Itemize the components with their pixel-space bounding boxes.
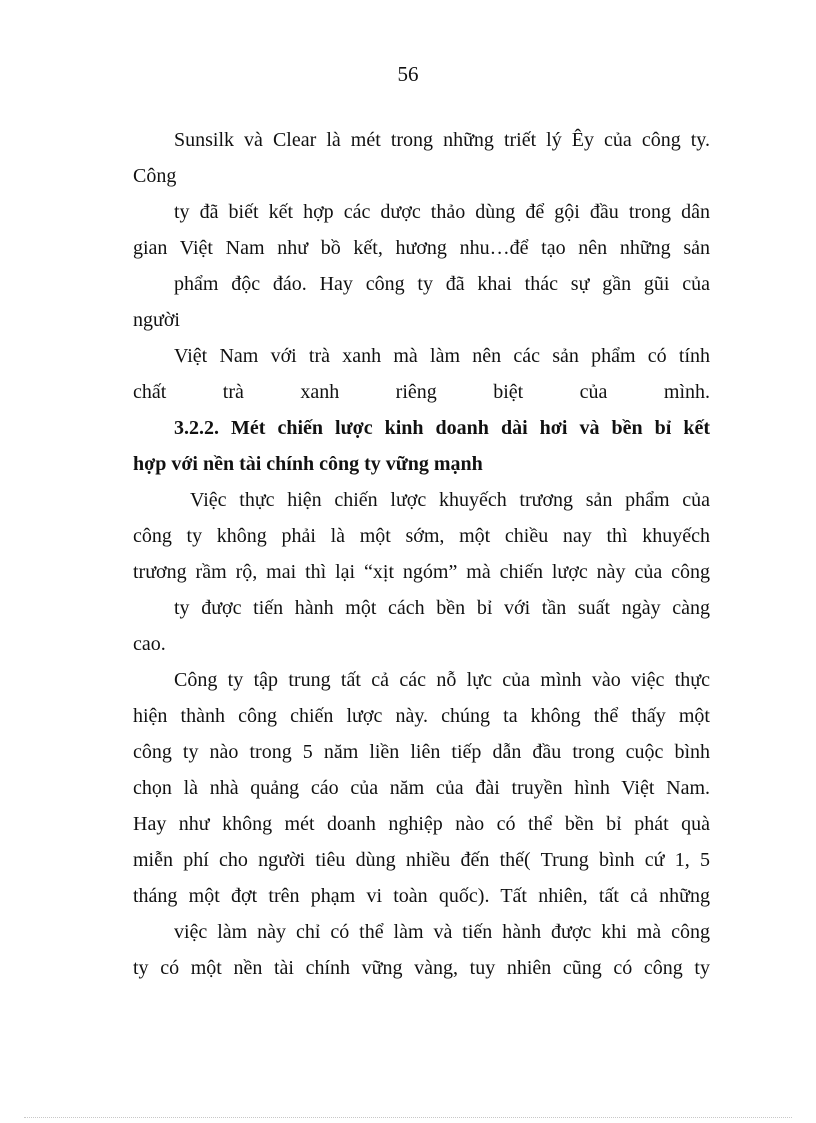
text-line: người xyxy=(133,309,180,331)
text-line: ty có một nền tài chính vững vàng, tuy nhiên cũng có công ty xyxy=(133,957,710,979)
text-line: Công xyxy=(133,165,177,187)
text-line: Hay như không mét doanh nghiệp nào có thể bền bỉ phát quà xyxy=(133,813,710,835)
text-line: ty được tiến hành một cách bền bỉ với tần suất ngày càng xyxy=(174,597,710,619)
text-line: hiện thành công chiến lược này. chúng ta không thể thấy một xyxy=(133,705,710,727)
text-line: trương rầm rộ, mai thì lại “xịt ngóm” mà chiến lược này của công xyxy=(133,561,710,583)
section-heading: hợp với nền tài chính công ty vững mạnh xyxy=(133,453,483,475)
section-heading: 3.2.2. Mét chiến lược kinh doanh dài hơi và bền bỉ kết xyxy=(174,417,710,439)
text-line: chọn là nhà quảng cáo của năm của đài truyền hình Việt Nam. xyxy=(133,777,710,799)
text-line: Sunsilk và Clear là mét trong những triết lý Êy của công ty. xyxy=(174,129,710,151)
text-line: Công ty tập trung tất cả các nỗ lực của mình vào việc thực xyxy=(174,669,710,691)
text-line: Việc thực hiện chiến lược khuyếch trương sản phẩm của xyxy=(190,489,710,511)
text-line: công ty không phải là một sớm, một chiều nay thì khuyếch xyxy=(133,525,710,547)
text-line: ty đã biết kết hợp các dược thảo dùng để gội đầu trong dân xyxy=(174,201,710,223)
text-line: gian Việt Nam như bồ kết, hương nhu…để tạo nên những sản xyxy=(133,237,710,259)
footer-rule xyxy=(24,1117,792,1118)
page-number: 56 xyxy=(397,62,419,86)
text-line: miễn phí cho người tiêu dùng nhiều đến thế( Trung bình cứ 1, 5 xyxy=(133,849,710,871)
text-line: công ty nào trong 5 năm liền liên tiếp dẫn đầu trong cuộc bình xyxy=(133,741,710,763)
text-line: việc làm này chỉ có thể làm và tiến hành được khi mà công xyxy=(174,921,710,943)
text-line: cao. xyxy=(133,633,166,655)
text-line: phẩm độc đáo. Hay công ty đã khai thác sự gần gũi của xyxy=(174,273,710,295)
text-line: Việt Nam với trà xanh mà làm nên các sản phẩm có tính xyxy=(174,345,710,367)
text-line: chất trà xanh riêng biệt của mình. xyxy=(133,381,710,403)
text-line: tháng một đợt trên phạm vi toàn quốc). Tất nhiên, tất cả những xyxy=(133,885,710,907)
